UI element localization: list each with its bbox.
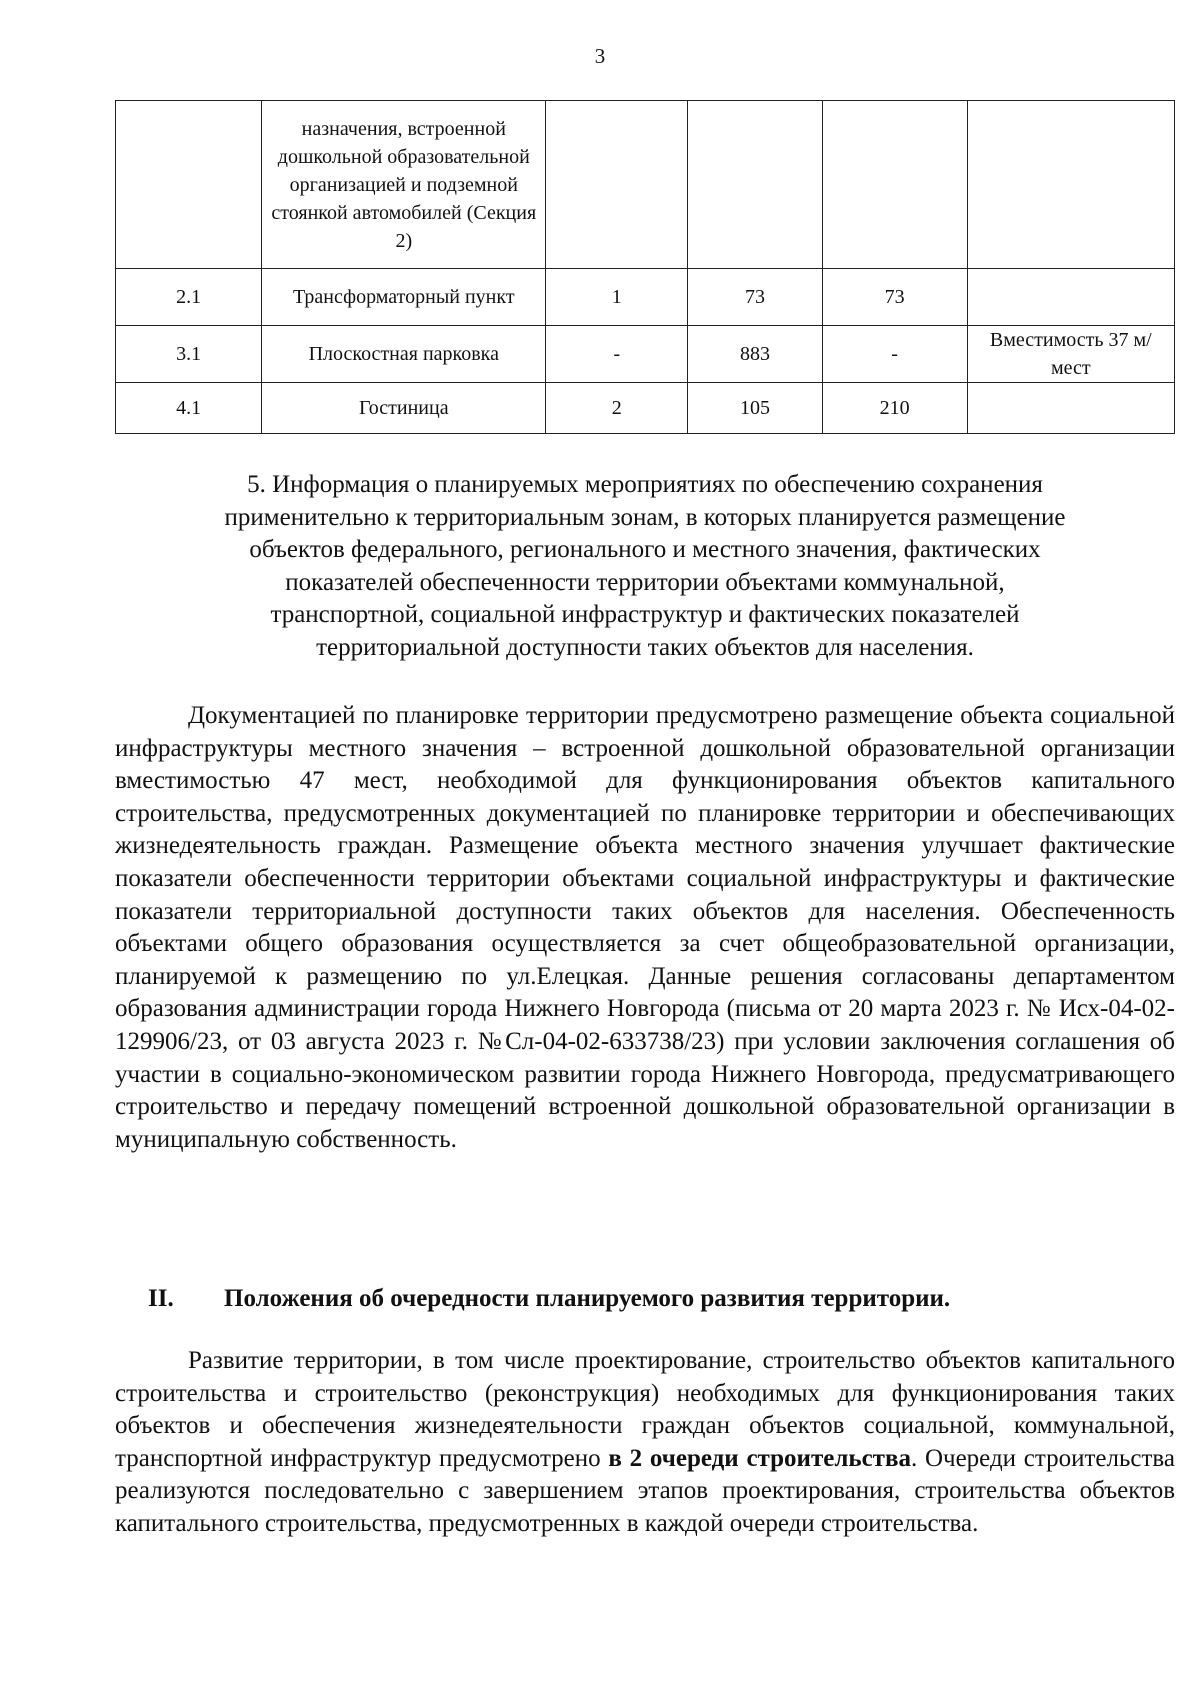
chapter-number: II.: [148, 1285, 174, 1312]
table-row: [116, 383, 1175, 434]
heading-line: 5. Информация о планируемых мероприятиях по обеспечению сохранения: [247, 471, 1043, 498]
paragraph-text-part: Развитие территории, в том числе проектирование, строительство объектов капитального строительства и строительство (реконструкция) необходимых для функционирования таких объектов и обеспечения жизнедеятельности граждан объектов социальной, коммунальной, транспортной инфраструктур предусмотрено: [115, 1347, 1175, 1472]
cell-name: Плоскостная парковка: [262, 326, 546, 383]
cell-number: 3.1: [116, 326, 262, 383]
cell-value: -: [822, 326, 967, 383]
cell-value: 883: [688, 326, 822, 383]
cell-number: 4.1: [116, 383, 262, 434]
cell-value: 73: [688, 269, 822, 326]
paragraph-text: [115, 1345, 1175, 1541]
cell-value: 2: [546, 383, 688, 434]
cell-note: Вместимость 37 м/мест: [967, 326, 1174, 383]
page-number: 3: [594, 44, 606, 68]
cell-name: Трансформаторный пункт: [262, 269, 546, 326]
cell-value: 1: [546, 269, 688, 326]
cell-name: Гостиница: [262, 383, 546, 434]
cell-note: [967, 383, 1174, 434]
heading-line: применительно к территориальным зонам, в которых планируется размещение: [224, 503, 1066, 531]
objects-table: [115, 100, 1175, 434]
cell-value: 73: [822, 269, 967, 326]
table-row: [116, 326, 1175, 383]
cell-value: [546, 101, 688, 269]
cell-value: -: [546, 326, 688, 383]
heading-line: объектов федерального, регионального и местного значения, фактических: [249, 536, 1041, 563]
cell-value: [822, 101, 967, 269]
section-5-heading: [115, 469, 1175, 664]
paragraph-emphasis: в 2 очереди строительства: [608, 1444, 911, 1472]
cell-value: [688, 101, 822, 269]
heading-line: территориальной доступности таких объектов для населения.: [316, 633, 974, 661]
paragraph-text-part: . Очереди строительства реализуются последовательно с завершением этапов проектирования, строительства объектов капитального строительства, предусмотренных в каждой очереди строительства.: [115, 1444, 1175, 1537]
cell-note: [967, 269, 1174, 326]
cell-number: 2.1: [116, 269, 262, 326]
chapter-2-paragraph: [115, 1345, 1175, 1541]
heading-line: показателей обеспеченности территории объектами коммунальной,: [285, 568, 1005, 596]
cell-value: 105: [688, 383, 822, 434]
table-row: [116, 101, 1175, 269]
section-5-paragraph: [115, 700, 1175, 1156]
heading-line: транспортной, социальной инфраструктур и фактических показателей: [270, 601, 1020, 628]
cell-value: 210: [822, 383, 967, 434]
cell-name: назначения, встроенной дошкольной образовательной организацией и подземной стоянкой автомобилей (Секция 2): [262, 101, 546, 269]
cell-note: [967, 101, 1174, 269]
cell-number: [116, 101, 262, 269]
paragraph-text: Документацией по планировке территории предусмотрено размещение объекта социальной инфраструктуры местного значения – встроенной дошкольной образовательной организации вместимостью 47 мест, необходимой для функционирования объектов капитального строительства, предусмотренных документацией по планировке территории и обеспечивающих жизнедеятельность граждан. Размещение объекта местного значения улучшает фактические показатели обеспеченности территории объектами социальной инфраструктуры и фактические показатели территориальной доступности таких объектов для населения. Обеспеченность объектами общего образования осуществляется за счет общеобразовательной организации, планируемой к размещению по ул.Елецкая. Данные решения согласованы департаментом образования администрации города Нижнего Новгорода (письма от 20 марта 2023 г. № Исх-04-02-129906/23, от 03 августа 2023 г. №Сл-04-02-633738/23) при условии заключения соглашения об участии в социально-экономическом развитии города Нижнего Новгорода, предусматривающего строительство и передачу помещений встроенной дошкольной образовательной организации в муниципальную собственность.: [115, 702, 1175, 1153]
table-row: [116, 269, 1175, 326]
chapter-2-heading: [148, 1283, 1148, 1315]
chapter-title: Положения об очередности планируемого развития территории.: [224, 1285, 951, 1312]
